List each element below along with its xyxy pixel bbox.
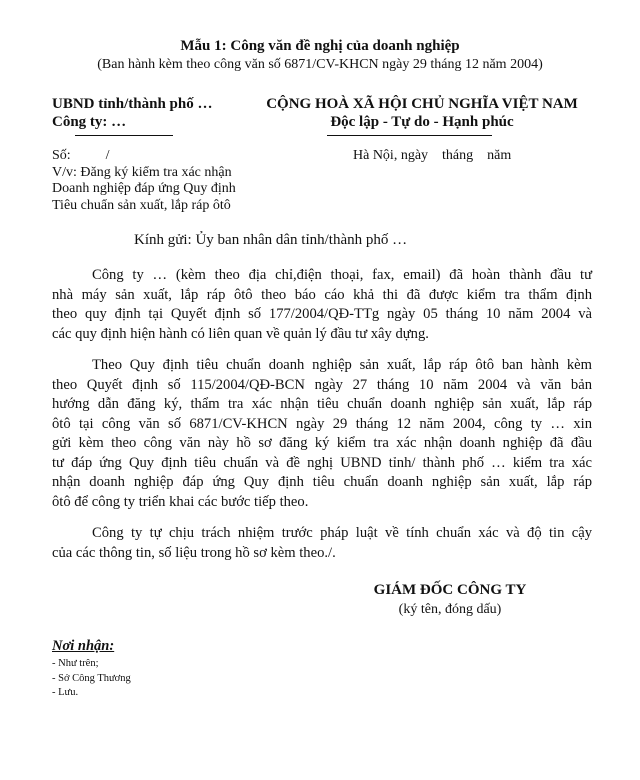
paragraph-line: Theo Quy định tiêu chuẩn doanh nghiệp sản xuất, lắp ráp ôtô ban hành kèm [92,357,592,373]
paragraph-line: nhận doanh nghiệp đáp ứng Quy định tiêu chuẩn doanh nghiệp sản xuất, lắp ráp [52,474,592,490]
place-date: Hà Nội, ngày tháng năm [353,148,512,163]
paragraph-line: Công ty tự chịu trách nhiệm trước pháp luật về tính chuẩn xác và độ tin cậy [92,525,592,541]
paragraph-line: hướng dẫn đăng ký, thẩm tra xác nhận tiêu chuẩn doanh nghiệp sản xuất, lắp ráp [52,396,592,412]
sender-block [52,95,212,131]
subject-line: Doanh nghiệp đáp ứng Quy định [52,181,236,196]
recipient-item: - Như trên; [52,658,99,669]
sender-underline [75,135,173,136]
recipient-item: - Lưu. [52,687,79,698]
paragraph-2 [52,356,592,512]
paragraph-line: theo quy định tại Quyết định số 177/2004/QĐ-TTg ngày 05 tháng 10 năm 2004 và [52,306,592,322]
national-motto: Độc lập - Tự do - Hạnh phúc [330,114,514,130]
paragraph-line: ôtô tại công văn số 6871/CV-KHCN ngày 29 tháng 12 năm 2004, công ty … xin [52,415,592,432]
form-title: Mẫu 1: Công văn đề nghị của doanh nghiệp [180,38,460,54]
national-name: CỘNG HOÀ XÃ HỘI CHỦ NGHĨA VIỆT NAM [266,96,578,112]
paragraph-line: gửi kèm theo công văn này hồ sơ đăng ký kiểm tra xác nhận doanh nghiệp đã đầu [52,435,592,451]
paragraph-3 [52,524,592,563]
paragraph-line: nhà máy sản xuất, lắp ráp ôtô theo báo cáo khả thi đã được kiểm tra thẩm định [52,286,592,303]
paragraph-1 [52,266,592,344]
subject-line: V/v: Đăng ký kiểm tra xác nhận [52,164,232,180]
document-meta [52,148,236,214]
paragraph-line: ôtô để công ty triển khai các bước tiếp theo. [52,493,309,510]
recipient-item: - Sở Công Thương [52,672,131,684]
signature-note: (ký tên, đóng dấu) [398,602,502,617]
sender-company: Công ty: … [52,114,127,130]
recipients-label: Nơi nhận: [52,638,115,654]
sender-authority: UBND tỉnh/thành phố … [52,96,213,112]
recipients-list [52,657,131,701]
paragraph-line: của các thông tin, số liệu trong hồ sơ kèm theo./. [52,544,336,561]
document-number: Số: / [52,148,110,163]
greeting: Kính gửi: Ủy ban nhân dân tỉnh/thành phố … [134,232,408,248]
signature-title: GIÁM ĐỐC CÔNG TY [373,582,527,598]
paragraph-line: Công ty … (kèm theo địa chỉ,điện thoại, fax, email) đã hoàn thành đầu tư [92,267,592,283]
national-motto-block [252,95,592,131]
paragraph-line: các quy định hiện hành có liên quan về quản lý đầu tư xây dựng. [52,325,429,342]
form-subtitle: (Ban hành kèm theo công văn số 6871/CV-KHCN ngày 29 tháng 12 năm 2004) [97,57,543,72]
subject-line: Tiêu chuẩn sản xuất, lắp ráp ôtô [52,197,231,213]
paragraph-line: tư đáp ứng Quy định tiêu chuẩn và đề nghị UBND tỉnh/ thành phố … kiểm tra xác [52,454,592,471]
paragraph-line: theo Quyết định số 115/2004/QĐ-BCN ngày 27 tháng 10 năm 2004 và văn bản [52,376,592,393]
motto-underline [327,135,492,136]
